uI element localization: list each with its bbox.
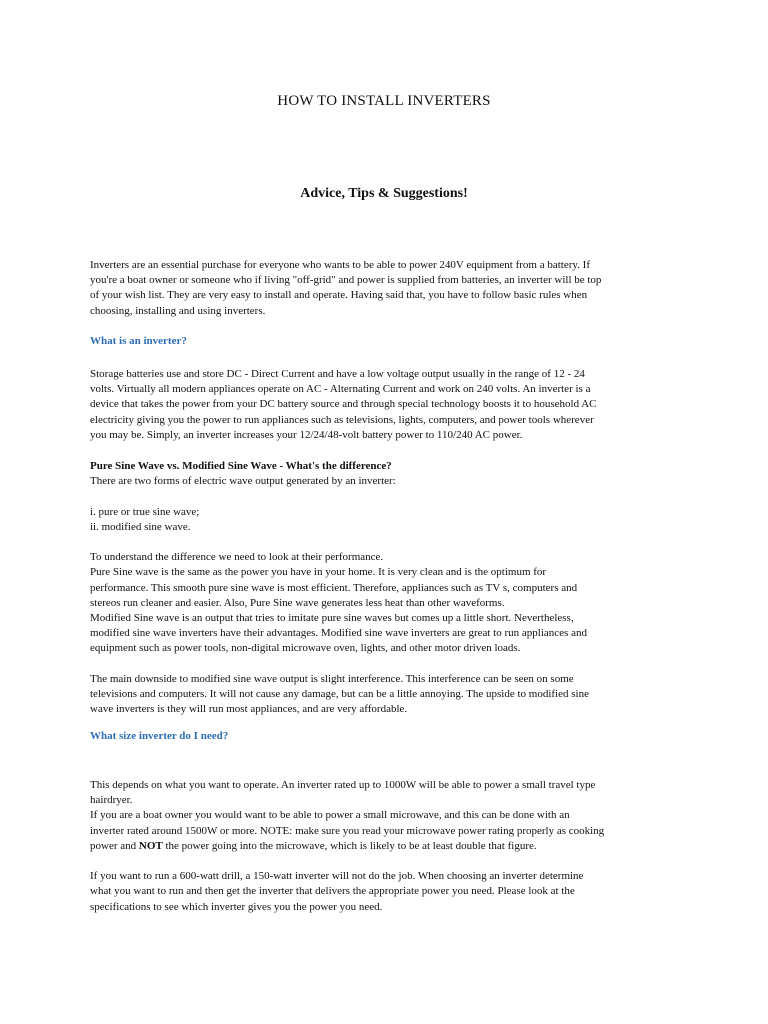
text-fragment: the power going into the microwave, which is likely to be at least double that figure. (162, 839, 537, 852)
text-line: you may be. Simply, an inverter increases your 12/24/48-volt battery power to 110/240 AC power. (90, 428, 523, 441)
text-line: There are two forms of electric wave output generated by an inverter: (90, 475, 396, 488)
text-line: electricity giving you the power to run appliances such as televisions, lights, computers, and power tools wherever (90, 413, 594, 426)
text-line: This depends on what you want to operate. An inverter rated up to 1000W will be able to power a small travel type (90, 779, 596, 791)
section1-paragraph (90, 367, 690, 443)
text-line: you're a boat owner or someone who if living "off-grid" and power is supplied from batteries, an inverter will be top (90, 274, 602, 287)
spacer (90, 489, 690, 504)
text-line: televisions and computers. It will not cause any damage, but can be a little annoying. The upside to modified sine (90, 688, 589, 700)
text-line (90, 839, 690, 854)
section-heading-sine-wave: Pure Sine Wave vs. Modified Sine Wave - What's the difference? (90, 460, 392, 472)
list-item: ii. modified sine wave. (90, 520, 191, 533)
text-line: performance. This smooth pure sine wave is most efficient. Therefore, appliances such as TV s, computers and (90, 581, 578, 594)
text-line: Pure Sine wave is the same as the power you have in your home. It is very clean and is the optimum for (90, 566, 547, 579)
text-line: stereos run cleaner and easier. Also, Pure Sine wave generates less heat than other waveforms. (90, 596, 505, 609)
section-heading-what-is-inverter: What is an inverter? (90, 335, 187, 347)
text-line: Storage batteries use and store DC - Direct Current and have a low voltage output usually in the range of 12 - 24 (90, 368, 585, 380)
text-line: volts. Virtually all modern appliances operate on AC - Alternating Current and work on 240 volts. An inverter is a (90, 383, 591, 396)
spacer (90, 657, 690, 672)
text-line: To understand the difference we need to look at their performance. (90, 551, 384, 564)
section2-block (90, 459, 690, 717)
text-line: If you are a boat owner you would want to be able to power a small microwave, and this can be done with an (90, 809, 570, 822)
text-line: If you want to run a 600-watt drill, a 150-watt inverter will not do the job. When choosing an inverter determine (90, 870, 584, 883)
spacer (90, 854, 690, 869)
text-line: Inverters are an essential purchase for everyone who wants to be able to power 240V equipment from a battery. If (90, 259, 591, 271)
text-line: hairdryer. (90, 794, 133, 807)
text-line: choosing, installing and using inverters. (90, 304, 266, 317)
text-line: what you want to run and then get the inverter that delivers the appropriate power you need. Please look at the (90, 885, 575, 898)
text-line: Modified Sine wave is an output that tries to imitate pure sine waves but comes up a little short. Nevertheless, (90, 612, 574, 624)
text-line: specifications to see which inverter gives you the power you need. (90, 900, 383, 913)
text-line: inverter rated around 1500W or more. NOTE: make sure you read your microwave power rating properly as cooking (90, 824, 605, 837)
text-fragment: power and (90, 839, 139, 852)
text-line: of your wish list. They are very easy to install and operate. Having said that, you have to follow basic rules when (90, 289, 588, 302)
text-line: The main downside to modified sine wave output is slight interference. This interference can be seen on some (90, 672, 574, 685)
list-item: i. pure or true sine wave; (90, 505, 200, 518)
text-line: device that takes the power from your DC battery source and through special technology boosts it to household AC (90, 398, 597, 411)
intro-paragraph (90, 258, 690, 319)
spacer (90, 535, 690, 550)
section-heading-what-size: What size inverter do I need? (90, 730, 229, 742)
page-title: HOW TO INSTALL INVERTERS (277, 93, 491, 109)
text-line: modified sine wave inverters have their advantages. Modified sine wave inverters are great to run appliances and (90, 627, 587, 640)
text-line: wave inverters is they will run most appliances, and are very affordable. (90, 703, 408, 716)
section3-block (90, 778, 690, 915)
emphasis-not: NOT (138, 839, 163, 852)
page-subtitle: Advice, Tips & Suggestions! (300, 186, 468, 201)
text-line: equipment such as power tools, non-digital microwave oven, lights, and other motor driven loads. (90, 642, 521, 655)
